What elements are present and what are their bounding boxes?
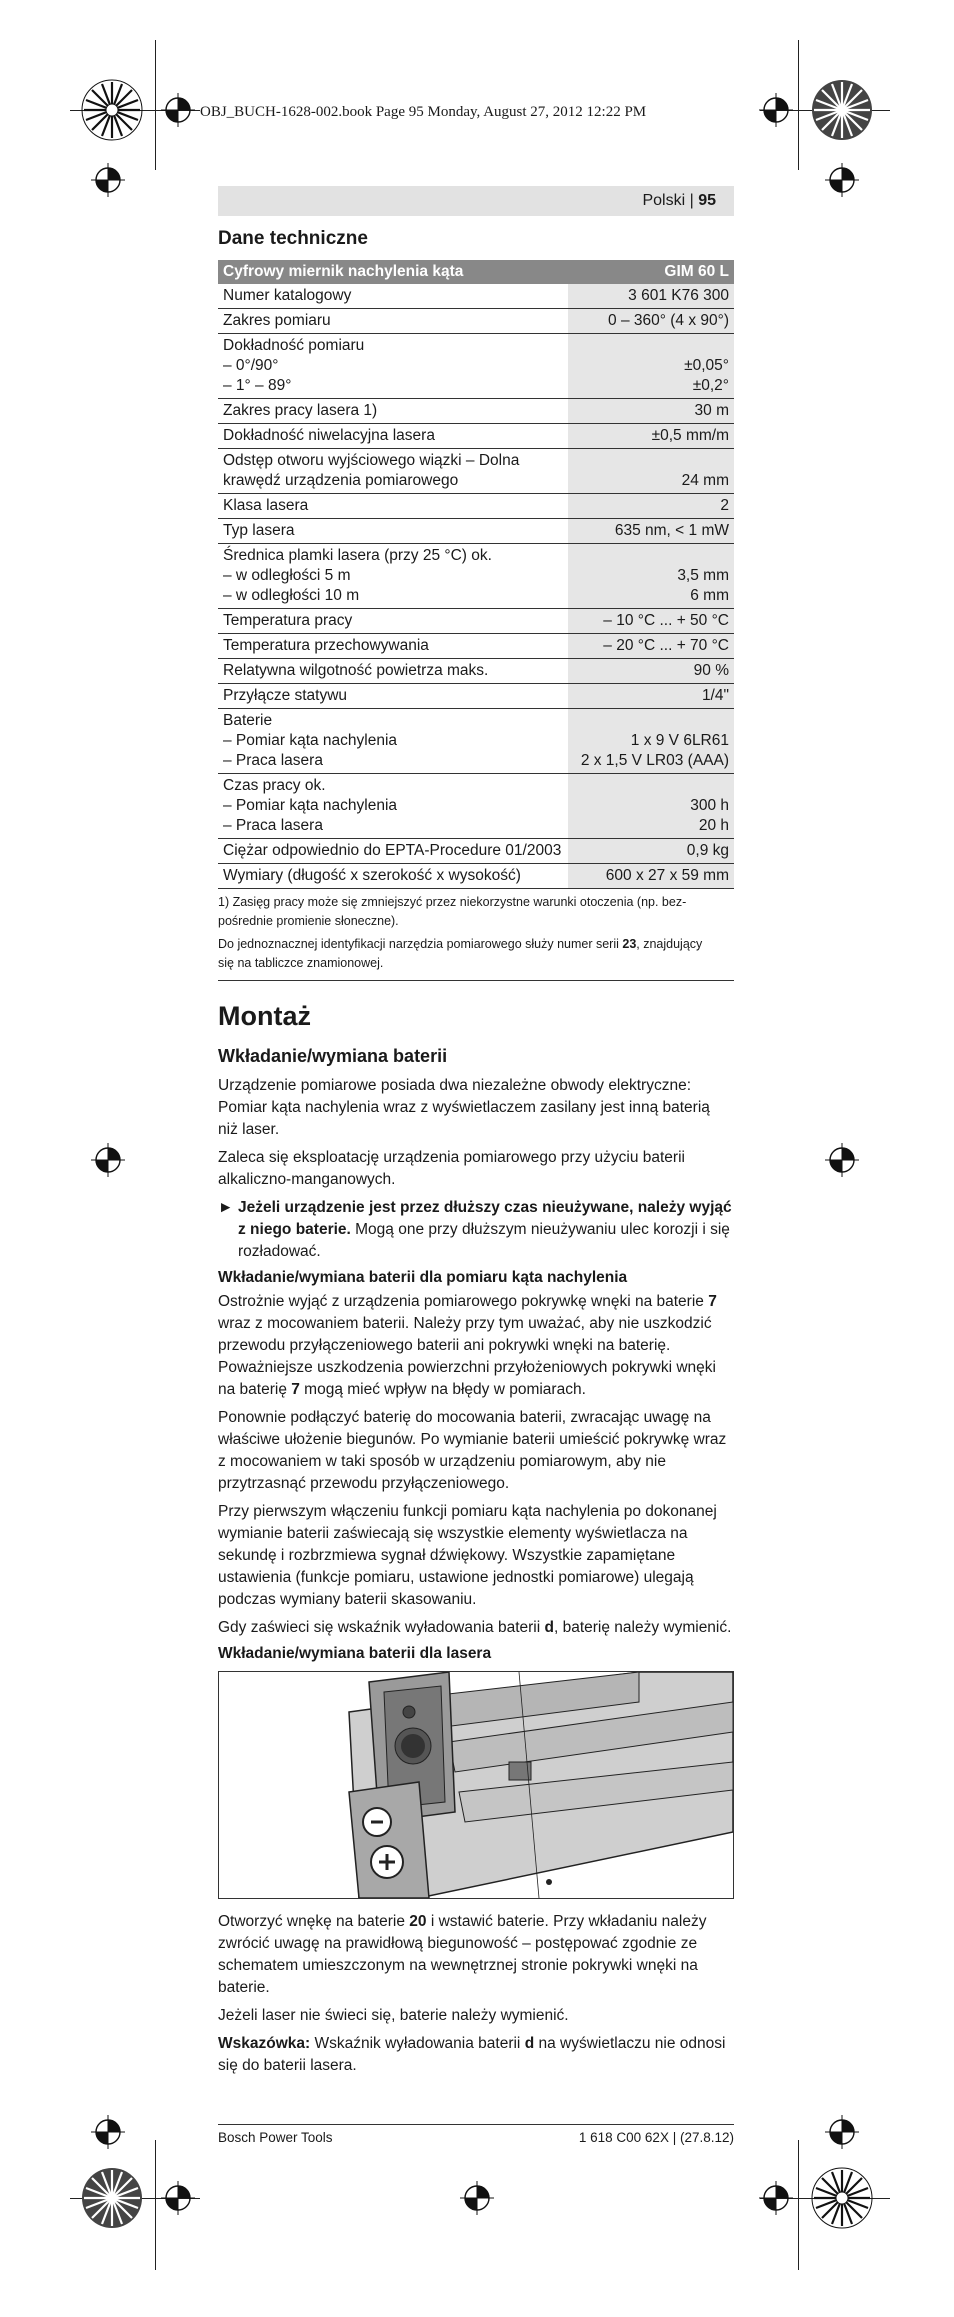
table-header-row <box>218 260 734 284</box>
table-row <box>218 334 734 399</box>
tech-data-body <box>218 284 734 889</box>
warning-bullet <box>218 1197 734 1263</box>
language-label: Polski <box>642 192 686 209</box>
registration-crosshair-icon <box>825 1143 859 1177</box>
footnote-2-ref: 23 <box>622 937 637 951</box>
montaz-heading: Montaż <box>218 1001 311 1031</box>
bullet-triangle-icon: ► <box>218 1199 234 1216</box>
tech-data-table <box>218 260 734 889</box>
spec-value: 1 x 9 V 6LR61 2 x 1,5 V LR03 (AAA) <box>568 709 734 774</box>
spec-label: Temperatura pracy <box>218 609 568 634</box>
note-label: Wskazówka: <box>218 2035 311 2052</box>
spec-value: ±0,05° ±0,2° <box>568 334 734 399</box>
print-file-header: OBJ_BUCH-1628-002.book Page 95 Monday, August 27, 2012 12:22 PM <box>200 104 647 120</box>
table-row <box>218 634 734 659</box>
spec-label: Relatywna wilgotność powietrza maks. <box>218 659 568 684</box>
registration-rosette-icon <box>80 2166 144 2230</box>
paragraph: Zaleca się eksploatację urządzenia pomiarowego przy użyciu baterii alkaliczno-manganowych. <box>218 1149 685 1188</box>
battery-compartment-drawing <box>219 1672 733 1898</box>
text: Wskaźnik wyładowania baterii <box>310 2035 525 2052</box>
spec-value: 635 nm, < 1 mW <box>568 519 734 544</box>
ref-number: 20 <box>409 1913 427 1930</box>
page-number: 95 <box>698 192 716 209</box>
registration-rosette-icon <box>80 78 144 142</box>
table-footnotes <box>218 889 734 981</box>
registration-crosshair-icon <box>91 1143 125 1177</box>
ref-number: 7 <box>708 1293 717 1310</box>
text: Gdy zaświeci się wskaźnik wyładowania baterii <box>218 1619 545 1636</box>
table-row <box>218 519 734 544</box>
paragraph <box>218 1617 734 1639</box>
bullet-bold-text: Jeżeli urządzenie jest przez dłuższy czas nieużywane, należy wyjąć z niego baterie. <box>238 1199 732 1238</box>
table-row <box>218 659 734 684</box>
spec-value: 1/4" <box>568 684 734 709</box>
note-paragraph <box>218 2033 734 2077</box>
spec-value: 3 601 K76 300 <box>568 284 734 309</box>
registration-crosshair-icon <box>161 93 195 127</box>
table-row <box>218 774 734 839</box>
page-separator: | <box>689 192 699 209</box>
spec-label: Przyłącze statywu <box>218 684 568 709</box>
table-row <box>218 494 734 519</box>
table-header-model: GIM 60 L <box>568 260 734 284</box>
spec-label: Ciężar odpowiednio do EPTA-Procedure 01/2003 <box>218 839 568 864</box>
footer-brand: Bosch Power Tools <box>218 2130 333 2145</box>
spec-value: 300 h 20 h <box>568 774 734 839</box>
ref-letter: d <box>544 1619 554 1636</box>
table-row <box>218 424 734 449</box>
bullet-rest-text: Mogą one przy dłuższym nieużywaniu ulec korozji i się rozładować. <box>238 1221 730 1260</box>
ref-number: 7 <box>291 1381 300 1398</box>
table-row <box>218 544 734 609</box>
table-row <box>218 309 734 334</box>
spec-value: 0 – 360° (4 x 90°) <box>568 309 734 334</box>
spec-value: 90 % <box>568 659 734 684</box>
battery-compartment-illustration <box>218 1671 734 1899</box>
table-row <box>218 449 734 494</box>
paragraph: Przy pierwszym włączeniu funkcji pomiaru kąta nachylenia po dokonanej wymianie baterii zaświecają się wszystkie elementy wyświetlacza na sekundę i rozbrzmiewa sygnał dźwiękowy. Wszystkie zapamiętane ustawienia (funkcje pomiaru, ustawione jednostki pomiarowe) ulegają podczas wymiany baterii skasowaniu. <box>218 1503 717 1608</box>
page-content <box>218 222 734 2083</box>
spec-value: 30 m <box>568 399 734 424</box>
text: , baterię należy wymienić. <box>553 1619 732 1636</box>
table-row <box>218 709 734 774</box>
spec-label: Typ lasera <box>218 519 568 544</box>
table-row <box>218 284 734 309</box>
footnote-1: 1) Zasięg pracy może się zmniejszyć przez niekorzystne warunki otoczenia (np. bez- pośrednie promienie słoneczne). <box>218 895 687 928</box>
spec-label: Średnica plamki lasera (przy 25 °C) ok. – w odległości 5 m – w odległości 10 m <box>218 544 568 609</box>
spec-label: Zakres pracy lasera 1) <box>218 399 568 424</box>
registration-rosette-icon <box>810 78 874 142</box>
text: Otworzyć wnękę na baterie <box>218 1913 410 1930</box>
bullet-text <box>238 1197 734 1263</box>
spec-label: Numer katalogowy <box>218 284 568 309</box>
footnote-2-text-end: , znajdujący się na tabliczce znamionowej. <box>218 937 703 970</box>
laser-battery-heading: Wkładanie/wymiana baterii dla lasera <box>218 1645 492 1662</box>
paragraph <box>218 1911 734 1999</box>
tech-data-heading: Dane techniczne <box>218 228 368 249</box>
angle-battery-heading: Wkładanie/wymiana baterii dla pomiaru kąta nachylenia <box>218 1269 628 1286</box>
footer-rule <box>218 2124 734 2125</box>
spec-value: 2 <box>568 494 734 519</box>
text: Ostrożnie wyjąć z urządzenia pomiarowego pokrywkę wnęki na baterie <box>218 1293 709 1310</box>
registration-crosshair-icon <box>759 2181 793 2215</box>
spec-label: Temperatura przechowywania <box>218 634 568 659</box>
table-row <box>218 864 734 889</box>
table-row <box>218 684 734 709</box>
footnote-2 <box>218 935 734 973</box>
registration-crosshair-icon <box>91 2115 125 2149</box>
registration-crosshair-icon <box>161 2181 195 2215</box>
spec-label: Odstęp otworu wyjściowego wiązki – Dolna krawędź urządzenia pomiarowego <box>218 449 568 494</box>
table-header-device: Cyfrowy miernik nachylenia kąta <box>218 260 568 284</box>
spec-value: 0,9 kg <box>568 839 734 864</box>
registration-crosshair-icon <box>825 163 859 197</box>
registration-crosshair-icon <box>460 2181 494 2215</box>
footer-doc-number: 1 618 C00 62X | (27.8.12) <box>578 2130 734 2145</box>
table-row <box>218 609 734 634</box>
spec-value: 3,5 mm 6 mm <box>568 544 734 609</box>
text: mogą mieć wpływ na błędy w pomiarach. <box>299 1381 586 1398</box>
text: i wstawić baterie. Przy wkładaniu należy zwrócić uwagę na prawidłową biegunowość – postępować zgodnie ze schematem umieszczonym na wewnętrznej stronie pokrywki wnęki na baterie. <box>218 1913 707 1996</box>
registration-rosette-icon <box>810 2166 874 2230</box>
table-row <box>218 399 734 424</box>
spec-value: 600 x 27 x 59 mm <box>568 864 734 889</box>
spec-label: Dokładność pomiaru – 0°/90° – 1° – 89° <box>218 334 568 399</box>
text: wraz z mocowaniem baterii. Należy przy tym uważać, aby nie uszkodzić przewodu przyłączeniowego baterii ani pokrywki wnęki na baterię. Poważniejsze uszkodzenia powierzchni przyłożeniowych pokrywki wnęki na baterię <box>218 1315 716 1398</box>
spec-label: Klasa lasera <box>218 494 568 519</box>
paragraph: Urządzenie pomiarowe posiada dwa niezależne obwody elektryczne: Pomiar kąta nachylenia wraz z wyświetlaczem zasilany jest inną baterią niż laser. <box>218 1077 710 1138</box>
table-row <box>218 839 734 864</box>
battery-heading: Wkładanie/wymiana baterii <box>218 1046 448 1066</box>
paragraph: Jeżeli laser nie świeci się, baterie należy wymienić. <box>218 2007 569 2024</box>
spec-value: – 10 °C ... + 50 °C <box>568 609 734 634</box>
spec-label: Baterie – Pomiar kąta nachylenia – Praca lasera <box>218 709 568 774</box>
spec-label: Dokładność niwelacyjna lasera <box>218 424 568 449</box>
footnote-2-text: Do jednoznacznej identyfikacji narzędzia pomiarowego służy numer serii <box>218 937 623 951</box>
spec-value: – 20 °C ... + 70 °C <box>568 634 734 659</box>
text: na wyświetlaczu nie odnosi się do baterii lasera. <box>218 2035 726 2074</box>
spec-label: Zakres pomiaru <box>218 309 568 334</box>
ref-letter: d <box>524 2035 535 2052</box>
paragraph <box>218 1291 734 1401</box>
paragraph: Ponownie podłączyć baterię do mocowania baterii, zwracając uwagę na właściwe ułożenie biegunów. Po wymianie baterii umieścić pokrywkę wraz z mocowaniem w taki sposób w urządzeniu pomiarowym, aby nie przytrzasnąć przewodu przyłączeniowego. <box>218 1409 727 1492</box>
spec-label: Czas pracy ok. – Pomiar kąta nachylenia – Praca lasera <box>218 774 568 839</box>
registration-crosshair-icon <box>91 163 125 197</box>
spec-value: 24 mm <box>568 449 734 494</box>
registration-crosshair-icon <box>759 93 793 127</box>
page-language-tag <box>218 186 734 216</box>
spec-label: Wymiary (długość x szerokość x wysokość) <box>218 864 568 889</box>
spec-value: ±0,5 mm/m <box>568 424 734 449</box>
registration-crosshair-icon <box>825 2115 859 2149</box>
